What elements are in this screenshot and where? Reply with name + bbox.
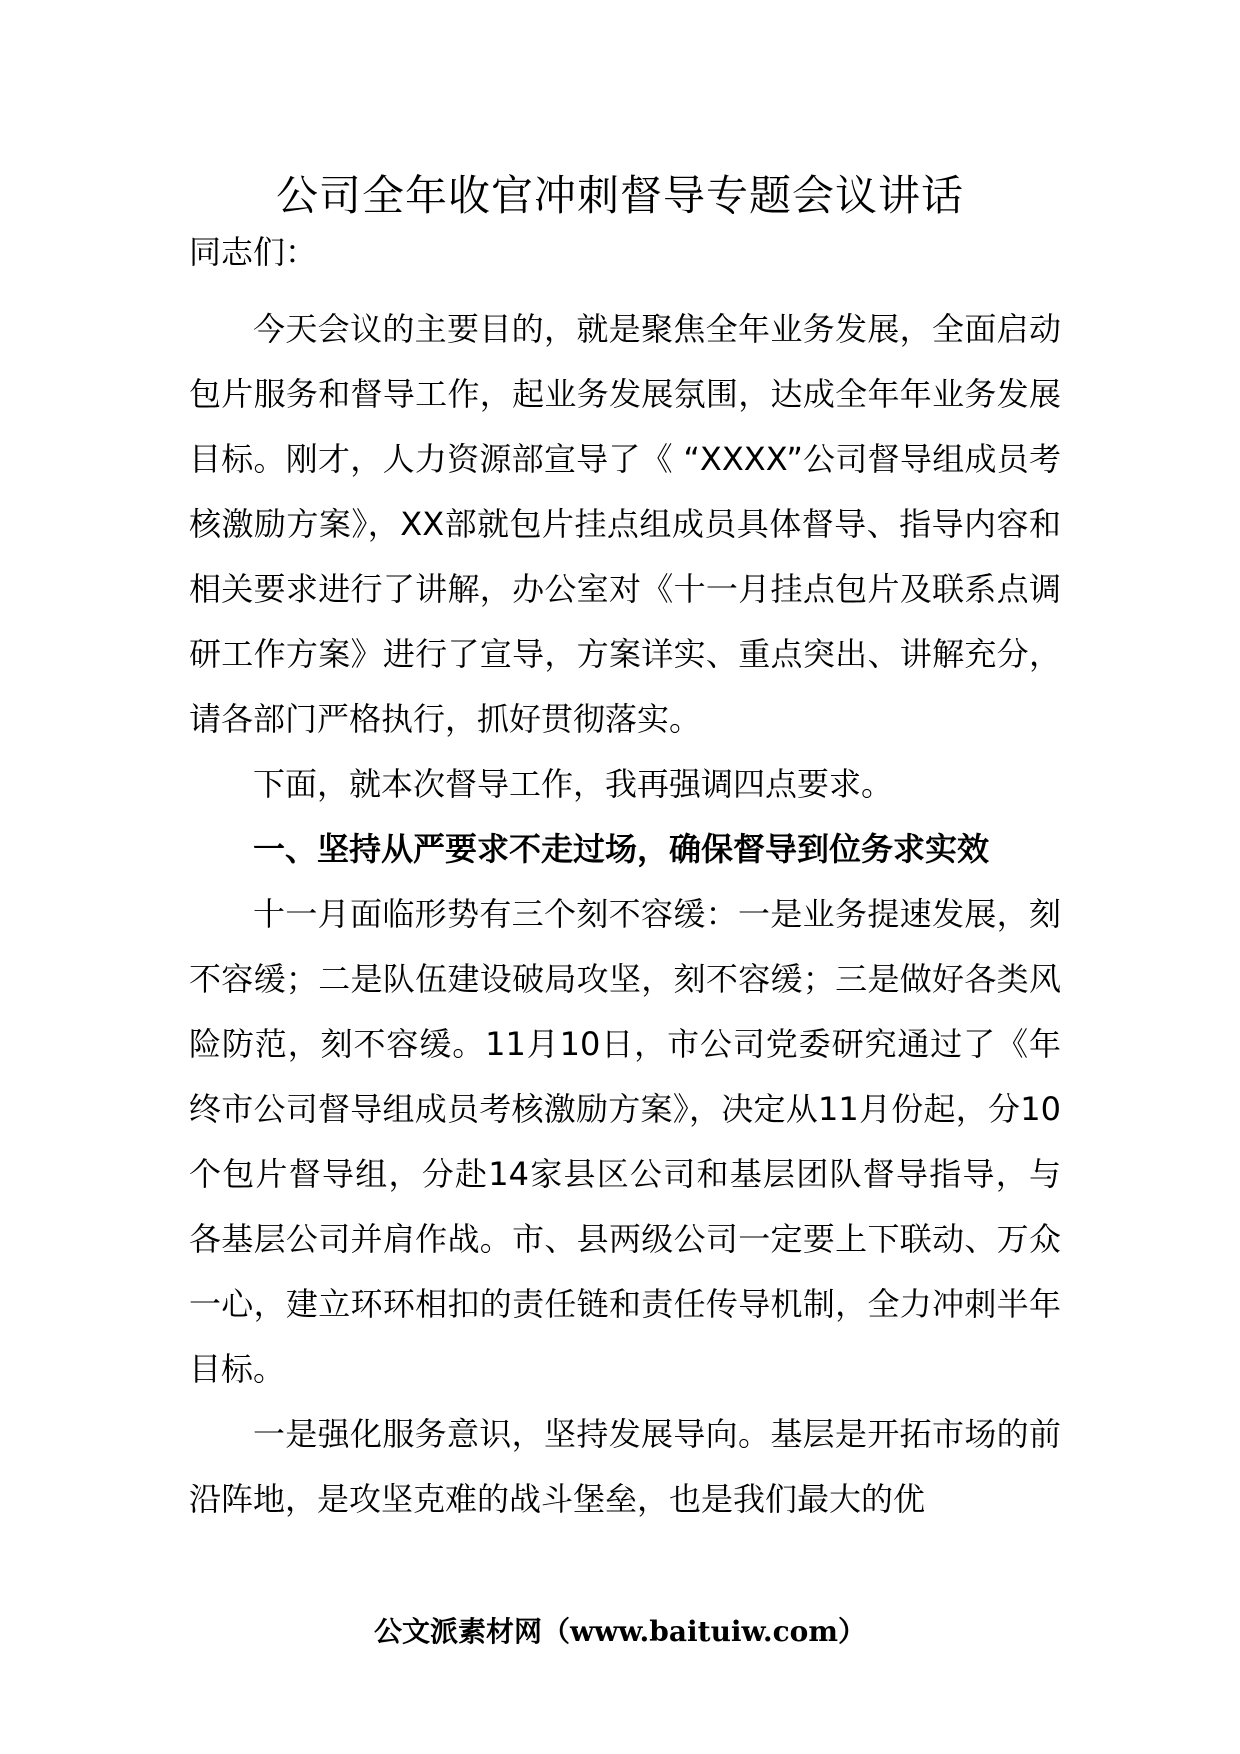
paragraph-service-awareness: 一是强化服务意识，坚持发展导向。基层是开拓市场的前沿阵地，是攻坚克难的战斗堡垒，也是我们最大的优 — [189, 1415, 1061, 1518]
page-title: 公司全年收官冲刺督导专题会议讲话 — [275, 171, 964, 220]
document-body — [189, 232, 1061, 1532]
salutation: 同志们： — [189, 233, 318, 271]
paragraph-requirements-intro: 下面，就本次督导工作，我再强调四点要求。 — [253, 765, 894, 803]
footer-watermark: 公文派素材网（www.baituiw.com） — [374, 1615, 866, 1648]
paragraph-november-situation: 十一月面临形势有三个刻不容缓：一是业务提速发展，刻不容缓；二是队伍建设破局攻坚，刻不容缓；三是做好各类风险防范，刻不容缓。11月10日，市公司党委研究通过了《年终市公司督导组成员考核激励方案》，决定从11月份起，分10个包片督导组，分赴14家县区公司和基层团队督导指导，与各基层公司并肩作战。市、县两级公司一定要上下联动、万众一心，建立环环相扣的责任链和责任传导机制，全力冲刺半年目标。 — [189, 895, 1061, 1388]
paragraph-meeting-purpose: 今天会议的主要目的，就是聚焦全年业务发展，全面启动包片服务和督导工作，起业务发展氛围，达成全年年业务发展目标。刚才，人力资源部宣导了《 “XXXX”公司督导组成员考核激励方案》，XX部就包片挂点组成员具体督导、指导内容和相关要求进行了讲解，办公室对《十一月挂点包片及联系点调研工作方案》进行了宣导，方案详实、重点突出、讲解充分，请各部门严格执行，抓好贯彻落实。 — [189, 310, 1061, 738]
section-heading-1: 一、坚持从严要求不走过场，确保督导到位务求实效 — [253, 830, 990, 868]
